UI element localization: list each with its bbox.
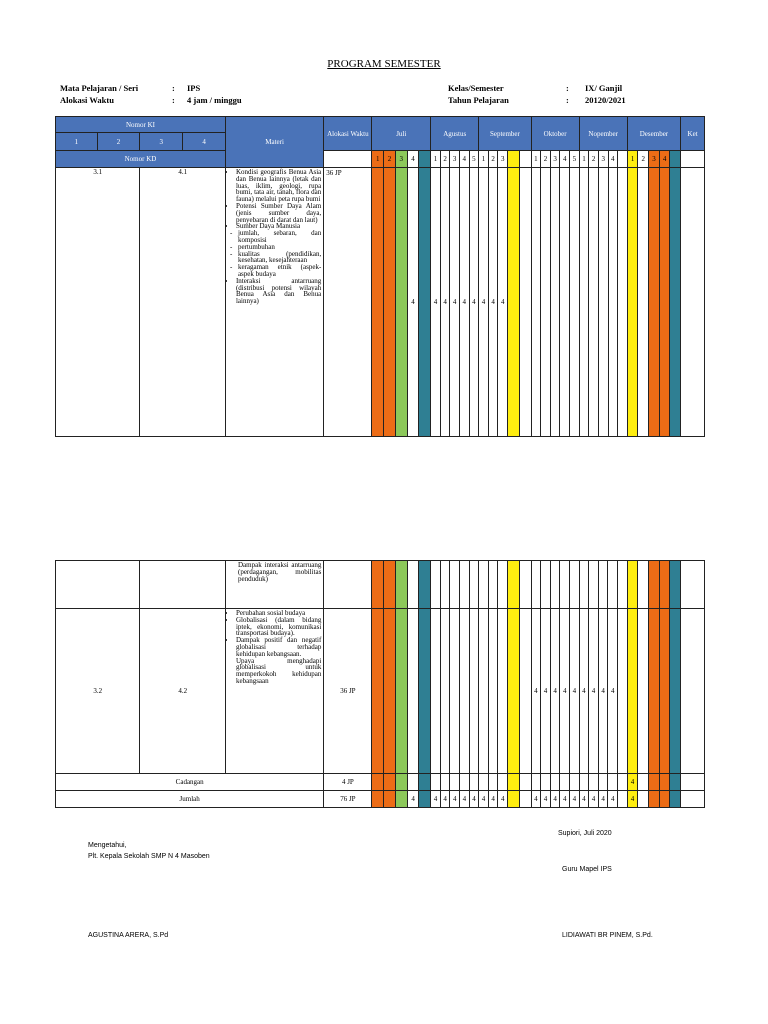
kepala-title: Plt. Kepala Sekolah SMP N 4 Masoben xyxy=(88,853,210,860)
week-cell xyxy=(531,168,541,437)
week-cell xyxy=(519,168,531,437)
info-value: 20120/2021 xyxy=(585,95,626,105)
materi-header: Materi xyxy=(225,117,323,168)
week-cell xyxy=(560,774,570,791)
week-number: 2 xyxy=(384,151,396,168)
info-label: Mata Pelajaran / Seri xyxy=(60,83,139,93)
week-cell xyxy=(384,774,396,791)
week-cell xyxy=(560,561,570,609)
week-cell xyxy=(618,791,628,808)
week-cell xyxy=(541,168,551,437)
week-cell xyxy=(608,168,618,437)
week-cell xyxy=(670,609,681,774)
week-cell xyxy=(519,774,531,791)
info-sep: : xyxy=(172,95,175,105)
week-cell: 4 xyxy=(407,168,419,437)
alokasi-blank xyxy=(324,151,372,168)
alokasi-blank xyxy=(324,561,372,609)
week-cell xyxy=(508,609,520,774)
week-number: 2 xyxy=(589,151,599,168)
cadangan-label: Cadangan xyxy=(56,774,324,791)
week-cell xyxy=(407,561,419,609)
week-number xyxy=(508,151,520,168)
week-cell xyxy=(372,791,384,808)
week-cell xyxy=(498,561,508,609)
info-label: Alokasi Waktu xyxy=(60,95,114,105)
nomor-ki-header: Nomor KI xyxy=(56,117,226,133)
cadangan-alokasi: 4 JP xyxy=(324,774,372,791)
week-cell: 4 xyxy=(627,791,638,808)
week-cell: 4 xyxy=(579,791,589,808)
week-cell xyxy=(508,561,520,609)
week-cell xyxy=(618,168,628,437)
ket-cell xyxy=(681,791,705,808)
week-cell: 4 xyxy=(598,791,608,808)
week-cell xyxy=(395,774,407,791)
week-cell xyxy=(419,774,431,791)
week-cell xyxy=(508,774,520,791)
materi-cell xyxy=(225,168,323,437)
week-cell xyxy=(608,561,618,609)
jumlah-label: Jumlah xyxy=(56,791,324,808)
week-cell xyxy=(488,561,498,609)
materi-item: • Dampak positif dan negatif globalisasi terhadap kehidupan kebangsaan. xyxy=(236,637,321,657)
week-cell xyxy=(618,774,628,791)
week-number: 1 xyxy=(531,151,541,168)
week-cell xyxy=(469,774,479,791)
week-cell xyxy=(519,561,531,609)
week-cell xyxy=(649,168,660,437)
week-cell: 4 xyxy=(531,609,541,774)
week-number: 4 xyxy=(407,151,419,168)
week-number: 1 xyxy=(579,151,589,168)
week-cell xyxy=(450,561,460,609)
week-cell xyxy=(598,774,608,791)
mengetahui-text: Mengetahui, xyxy=(88,842,127,849)
week-cell xyxy=(372,774,384,791)
week-cell xyxy=(649,561,660,609)
week-cell xyxy=(407,774,419,791)
schedule-table xyxy=(55,116,705,437)
materi-item: • Globalisasi (dalam bidang iptek, ekonomi, komunikasi transportasi budaya). xyxy=(236,617,321,637)
week-cell xyxy=(488,774,498,791)
week-number: 4 xyxy=(459,151,469,168)
week-cell: 4 xyxy=(440,168,450,437)
week-cell xyxy=(579,774,589,791)
week-cell: 4 xyxy=(407,791,419,808)
info-value: 4 jam / minggu xyxy=(187,95,242,105)
week-cell xyxy=(431,774,441,791)
week-cell xyxy=(519,791,531,808)
week-cell xyxy=(407,609,419,774)
week-cell xyxy=(579,561,589,609)
week-cell xyxy=(638,791,649,808)
materi-subitem: - keragaman etnik (aspek-aspek budaya xyxy=(228,264,321,278)
week-cell xyxy=(372,168,384,437)
week-cell: 4 xyxy=(560,791,570,808)
week-cell xyxy=(469,609,479,774)
info-value: IX/ Ganjil xyxy=(585,83,623,93)
materi-item: • Sumber Daya Manusia xyxy=(236,223,321,230)
week-number: 3 xyxy=(598,151,608,168)
week-cell xyxy=(659,609,670,774)
materi-subitem: - kualitas (pendidikan, kesehatan, kesejahteraan xyxy=(228,251,321,265)
week-cell xyxy=(670,774,681,791)
week-cell xyxy=(419,168,431,437)
week-cell xyxy=(431,609,441,774)
week-cell xyxy=(541,561,551,609)
week-cell xyxy=(395,561,407,609)
schedule-table-continued xyxy=(55,560,705,808)
week-cell: 4 xyxy=(627,774,638,791)
week-cell xyxy=(372,609,384,774)
materi-paragraph: Upaya menghadapi globalisasi untuk memperkokoh kehidupan kebangsaan xyxy=(235,656,322,685)
week-cell xyxy=(659,774,670,791)
week-cell: 4 xyxy=(560,609,570,774)
week-cell xyxy=(440,774,450,791)
week-cell xyxy=(649,774,660,791)
week-cell xyxy=(659,561,670,609)
week-cell xyxy=(670,791,681,808)
week-cell: 4 xyxy=(440,791,450,808)
week-number: 2 xyxy=(440,151,450,168)
kd4-cell: 4.1 xyxy=(140,168,226,437)
week-number: 1 xyxy=(431,151,441,168)
week-cell: 4 xyxy=(469,791,479,808)
week-cell: 4 xyxy=(431,791,441,808)
week-cell xyxy=(670,168,681,437)
week-cell xyxy=(419,561,431,609)
week-cell xyxy=(589,561,599,609)
week-number xyxy=(670,151,681,168)
week-number: 5 xyxy=(469,151,479,168)
guru-title: Guru Mapel IPS xyxy=(562,866,612,873)
week-cell xyxy=(598,561,608,609)
month-september: September xyxy=(479,117,531,151)
week-cell: 4 xyxy=(589,791,599,808)
ket-header: Ket xyxy=(681,117,705,151)
kd3-cell: 3.1 xyxy=(56,168,140,437)
nomor-kd-header: Nomor KD xyxy=(56,151,226,168)
week-number: 4 xyxy=(560,151,570,168)
week-number xyxy=(519,151,531,168)
week-number: 2 xyxy=(488,151,498,168)
week-cell xyxy=(659,791,670,808)
week-cell: 4 xyxy=(570,609,580,774)
month-nopember: Nopember xyxy=(579,117,627,151)
week-cell xyxy=(498,774,508,791)
materi-item: • Interaksi antarruang (distribusi potensi wilayah Benua Asia dan Benua lainnya) xyxy=(236,278,321,305)
week-cell xyxy=(395,609,407,774)
week-cell: 4 xyxy=(570,791,580,808)
week-cell xyxy=(479,609,489,774)
week-number: 1 xyxy=(479,151,489,168)
week-cell xyxy=(431,561,441,609)
week-cell xyxy=(550,774,560,791)
left-signer-name: AGUSTINA ARERA, S.Pd xyxy=(88,932,169,939)
week-number xyxy=(618,151,628,168)
week-number xyxy=(419,151,431,168)
ki-2: 2 xyxy=(97,133,140,151)
info-label: Kelas/Semester xyxy=(448,83,504,93)
week-number: 5 xyxy=(570,151,580,168)
week-number: 4 xyxy=(608,151,618,168)
ki-1: 1 xyxy=(56,133,98,151)
week-cell: 4 xyxy=(608,791,618,808)
week-cell xyxy=(384,561,396,609)
week-cell xyxy=(395,168,407,437)
week-cell: 4 xyxy=(498,791,508,808)
week-cell xyxy=(638,774,649,791)
week-cell xyxy=(372,561,384,609)
week-cell xyxy=(570,561,580,609)
week-cell xyxy=(395,791,407,808)
week-cell xyxy=(570,774,580,791)
month-oktober: Oktober xyxy=(531,117,579,151)
kd3-blank xyxy=(56,561,140,609)
week-cell: 4 xyxy=(460,791,470,808)
week-number: 3 xyxy=(450,151,460,168)
week-cell xyxy=(589,774,599,791)
right-signer-name: LIDIAWATI BR PINEM, S.Pd. xyxy=(562,932,653,939)
week-cell xyxy=(531,561,541,609)
week-cell xyxy=(419,609,431,774)
week-cell xyxy=(440,609,450,774)
ket-cell xyxy=(681,561,705,609)
week-cell: 4 xyxy=(450,791,460,808)
week-cell xyxy=(541,774,551,791)
week-cell xyxy=(579,168,589,437)
ki-4: 4 xyxy=(183,133,226,151)
ket-cell xyxy=(681,774,705,791)
materi-cell xyxy=(225,609,323,774)
week-cell xyxy=(469,561,479,609)
week-cell xyxy=(531,774,541,791)
week-cell xyxy=(498,609,508,774)
materi-subitem: - jumlah, sebaran, dan komposisi xyxy=(228,230,321,244)
alokasi-header: Alokasi Waktu xyxy=(324,117,372,151)
info-value: IPS xyxy=(187,83,201,93)
week-cell: 4 xyxy=(479,791,489,808)
week-cell xyxy=(460,609,470,774)
week-cell xyxy=(550,168,560,437)
week-cell xyxy=(659,168,670,437)
materi-item: • Potensi Sumber Daya Alam (jenis sumber daya, penyebaran di darat dan laut) xyxy=(236,203,321,223)
ki-3: 3 xyxy=(140,133,183,151)
week-cell xyxy=(479,561,489,609)
week-cell: 4 xyxy=(488,168,498,437)
ket-cell xyxy=(681,168,705,437)
week-cell xyxy=(638,168,649,437)
week-cell xyxy=(384,791,396,808)
alokasi-cell: 36 JP xyxy=(324,168,372,437)
week-cell xyxy=(589,168,599,437)
week-cell xyxy=(608,774,618,791)
page-title: PROGRAM SEMESTER xyxy=(327,58,441,70)
week-cell xyxy=(670,561,681,609)
week-number: 3 xyxy=(395,151,407,168)
week-cell: 4 xyxy=(431,168,441,437)
week-cell: 4 xyxy=(608,609,618,774)
week-number: 2 xyxy=(541,151,551,168)
alokasi-cell: 36 JP xyxy=(324,609,372,774)
ket-cell xyxy=(681,609,705,774)
week-number: 3 xyxy=(550,151,560,168)
week-cell xyxy=(479,774,489,791)
week-cell xyxy=(508,791,520,808)
info-label: Tahun Pelajaran xyxy=(448,95,509,105)
week-number: 3 xyxy=(649,151,660,168)
week-cell xyxy=(440,561,450,609)
week-cell xyxy=(627,609,638,774)
month-juli: Juli xyxy=(372,117,431,151)
kd3-cell: 3.2 xyxy=(56,609,140,774)
week-cell xyxy=(508,168,520,437)
week-cell xyxy=(638,609,649,774)
week-cell xyxy=(384,168,396,437)
week-cell xyxy=(649,609,660,774)
week-cell xyxy=(570,168,580,437)
info-sep: : xyxy=(172,83,175,93)
week-cell: 4 xyxy=(579,609,589,774)
week-cell xyxy=(384,609,396,774)
week-number: 1 xyxy=(627,151,638,168)
place-date: Supiori, Juli 2020 xyxy=(558,830,612,837)
info-left xyxy=(60,82,242,106)
info-right xyxy=(448,82,626,106)
info-sep: : xyxy=(566,95,569,105)
materi-item: • Perubahan sosial budaya xyxy=(236,610,321,617)
week-cell: 4 xyxy=(469,168,479,437)
week-cell xyxy=(550,561,560,609)
kd4-blank xyxy=(140,561,226,609)
week-cell xyxy=(627,168,638,437)
week-cell: 4 xyxy=(488,791,498,808)
kd4-cell: 4.2 xyxy=(140,609,226,774)
week-cell xyxy=(488,609,498,774)
week-number: 1 xyxy=(372,151,384,168)
materi-item: • Kondisi geografis Benua Asia dan Benua lainnya (letak dan luas, iklim, geologi, rupa bumi, tata air, tanah, flora dan fauna) melalui peta rupa bumi xyxy=(236,169,321,203)
week-cell xyxy=(450,609,460,774)
week-cell: 4 xyxy=(459,168,469,437)
week-number: 4 xyxy=(659,151,670,168)
week-cell: 4 xyxy=(541,609,551,774)
materi-subitem: - pertumbuhan xyxy=(228,244,321,251)
week-cell: 4 xyxy=(450,168,460,437)
month-agustus: Agustus xyxy=(431,117,479,151)
week-cell: 4 xyxy=(598,609,608,774)
week-cell xyxy=(649,791,660,808)
week-cell xyxy=(450,774,460,791)
info-sep: : xyxy=(566,83,569,93)
week-cell xyxy=(598,168,608,437)
week-cell: 4 xyxy=(589,609,599,774)
month-desember: Desember xyxy=(627,117,680,151)
week-cell xyxy=(460,561,470,609)
week-cell xyxy=(618,561,628,609)
week-cell: 4 xyxy=(541,791,551,808)
week-cell xyxy=(419,791,431,808)
week-cell xyxy=(460,774,470,791)
week-cell: 4 xyxy=(498,168,508,437)
week-number: 2 xyxy=(638,151,649,168)
ket-cell xyxy=(681,151,705,168)
jumlah-alokasi: 76 JP xyxy=(324,791,372,808)
week-number: 3 xyxy=(498,151,508,168)
week-cell xyxy=(618,609,628,774)
week-cell: 4 xyxy=(479,168,489,437)
week-cell: 4 xyxy=(531,791,541,808)
week-cell xyxy=(627,561,638,609)
week-cell xyxy=(560,168,570,437)
week-cell: 4 xyxy=(550,791,560,808)
week-cell: 4 xyxy=(550,609,560,774)
week-cell xyxy=(519,609,531,774)
week-cell xyxy=(638,561,649,609)
materi-cell: Dampak interaksi antarruang (perdagangan, mobilitas penduduk) xyxy=(225,561,323,609)
